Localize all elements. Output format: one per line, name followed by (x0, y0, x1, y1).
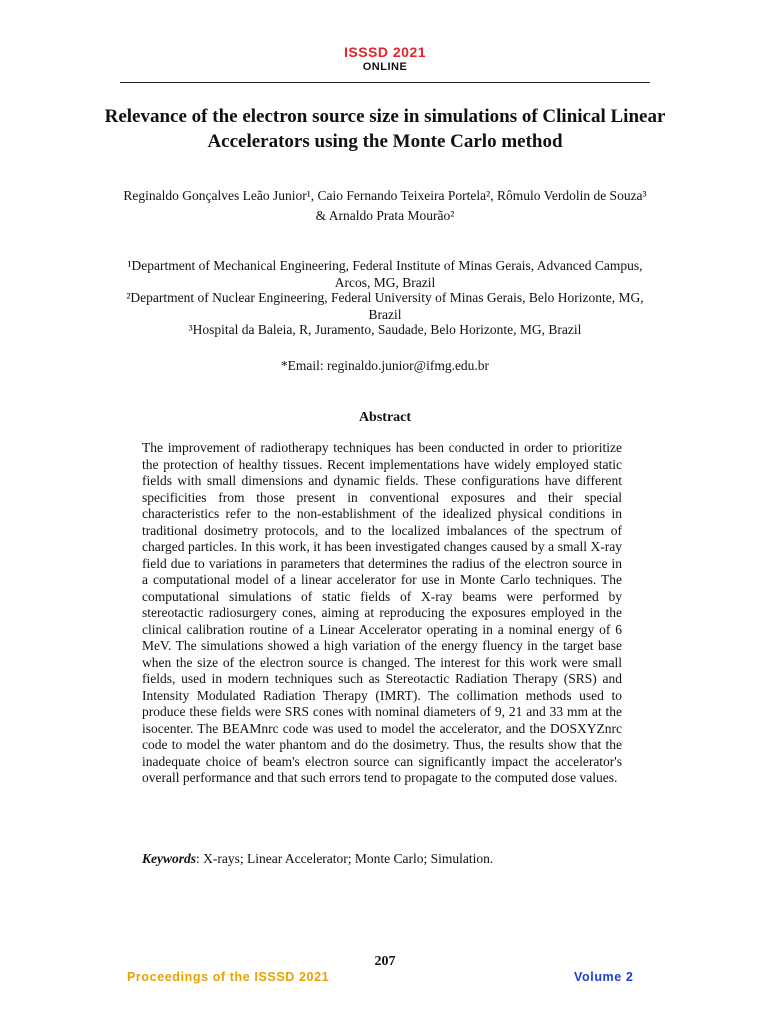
author-list: Reginaldo Gonçalves Leão Junior¹, Caio Fernando Teixeira Portela², Rômulo Verdolin de Souza³ & Arnaldo Prata Mourão² (123, 188, 647, 223)
abstract-heading: Abstract (358, 410, 412, 425)
affiliation-3: ³Hospital da Baleia, R, Juramento, Saudade, Belo Horizonte, MG, Brazil (188, 322, 582, 337)
footer-proceedings: Proceedings of the ISSSD 2021 (127, 970, 330, 984)
abstract-body: The improvement of radiotherapy techniques has been conducted in order to prioritize the protection of healthy tissues. Recent implementations have widely employed static fields with small dimensions and dynamic fields. These configurations have different specificities from those present in conventional exposures and their special characteristics refer to the non-establishment of the idealized physical conditions in traditional dosimetry protocols, and to the localized imbalances of the spectrum of charged particles. In this work, it has been investigated changes caused by a small X-ray field due to variations in parameters that determines the radius of the electron source in a computational model of a linear accelerator for use in Monte Carlo techniques. The computational simulations of static fields of X-ray beams were performed by stereotactic radiosurgery cones, aiming at reproducing the exposures employed in the clinical calibration routine of a Linear Accelerator operating in a nominal energy of 6 MeV. The simulations showed a high variation of the energy fluency in the target base when the size of the electron source is changed. The interest for this work were small fields, used in modern techniques such as Stereotactic Radiation Therapy (SRS) and Intensity Modulated Radiation Therapy (IMRT). The collimation methods used to produce these fields were SRS cones with nominal diameters of 9, 21 and 33 mm at the isocenter. The BEAMnrc code was used to model the accelerator, and the DOSXYZnrc code to model the water phantom and do the dosimetry. Thus, the results show that the inadequate choice of beam's electron source can significantly impact the accelerator's overall performance and that such errors tend to propagate to the computed dose values. (142, 440, 622, 785)
corresponding-email: *Email: reginaldo.junior@ifmg.edu.br (280, 358, 490, 373)
keywords-list: : X-rays; Linear Accelerator; Monte Carlo; Simulation. (196, 851, 494, 866)
page-number: 207 (374, 954, 396, 969)
footer-volume: Volume 2 (574, 970, 634, 984)
page-header (0, 44, 770, 73)
header-divider (120, 82, 650, 83)
affiliation-1: ¹Department of Mechanical Engineering, Federal Institute of Minas Gerais, Advanced Campus, Arcos, MG, Brazil (127, 258, 643, 290)
conference-mode: ONLINE (362, 61, 408, 73)
keywords (142, 851, 622, 867)
paper-title: Relevance of the electron source size in simulations of Clinical Linear Accelerators using the Monte Carlo method (104, 106, 666, 152)
keywords-label: Keywords (142, 851, 196, 866)
conference-name: ISSSD 2021 (343, 44, 427, 60)
affiliation-2: ²Department of Nuclear Engineering, Federal University of Minas Gerais, Belo Horizonte, MG, Brazil (126, 290, 644, 322)
